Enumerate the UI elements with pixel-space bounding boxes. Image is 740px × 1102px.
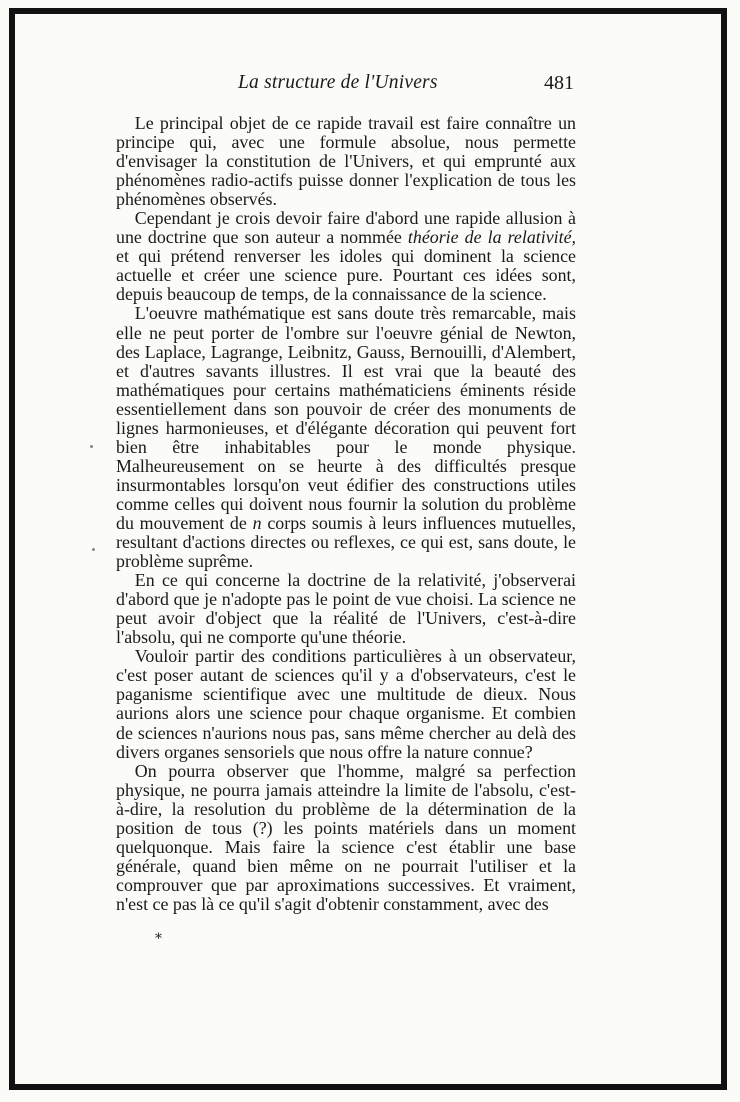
paragraph-4: En ce qui concerne la doctrine de la relativité, j'observerai d'abord que je n'adopte pas le point de vue choisi. La science ne peut avoir d'object que la réalité de l'Univers, c'est-à-dire l'absolu, qui ne comporte qu'une théorie. <box>116 570 576 648</box>
paragraph-2-emphasis: théorie de la relativité, <box>407 227 576 248</box>
running-head <box>116 72 574 98</box>
paragraph-2 <box>116 209 576 304</box>
body-text <box>116 114 576 914</box>
print-speck <box>92 548 95 551</box>
paragraph-2-text-b: et qui prétend renverser les idoles qui dominent la science actuelle et créer une science pure. Pourtant ces idées sont, depuis beaucoup de temps, de la connaissance de la science. <box>116 246 576 305</box>
paragraph-6: On pourra observer que l'homme, malgré sa perfection physique, ne pourra jamais atteindre la limite de l'absolu, c'est-à-dire, la resolution du problème de la détermination de la position de tous (?) les points matériels dans un moment quelquonque. Mais faire la science c'est établir une base générale, quand bien même on ne pourrait l'utiliser et la comprouver que par aproximations successives. Et vraiment, n'est ce pas là ce qu'il s'agit d'obtenir constamment, avec des <box>116 760 576 914</box>
running-title: La structure de l'Univers <box>238 72 438 93</box>
footer-asterisk: * <box>155 931 162 947</box>
paragraph-2-text-a: Cependant je crois devoir faire d'abord une rapide allusion à une doctrine que son auteur a nommée <box>116 208 576 248</box>
paragraph-3-text-b: corps soumis à leurs influences mutuelles, resultant d'actions directes ou reflexes, ce qui est, sans doute, le problème suprême. <box>116 512 576 572</box>
paragraph-3-text-a: L'oeuvre mathématique est sans doute très remarcable, mais elle ne peut porter de l'ombre sur l'oeuvre génial de Newton, des Laplace, Lagrange, Leibnitz, Gauss, Bernouilli, d'Alembert, et d'autres savants illustres. Il est vrai que la beauté des mathématiques pour certains mathématiciens éminents réside essentiellement dans son pouvoir de créer des monuments de lignes harmonieuses, et d'élégante décoration qui peuvent fort bien être inhabitables pour le monde physique. Malheureusement on se heurte à des difficultés presque insurmontables lorsqu'on veut édifier des constructions utiles comme celles qui doivent nous fournir la solution du problème du mouvement de <box>116 303 576 533</box>
paragraph-1: Le principal objet de ce rapide travail est faire connaître un principe qui, avec une formule absolue, nous permette d'envisager la constitution de l'Univers, et qui emprunté aux phénomènes radio-actifs puisse donner l'explication de tous les phénomènes observés. <box>116 113 576 210</box>
print-speck <box>90 445 93 448</box>
paragraph-3-emphasis: n <box>252 512 262 533</box>
paragraph-3 <box>116 304 576 571</box>
paragraph-5: Vouloir partir des conditions particulières à un observateur, c'est poser autant de sciences qu'il y a d'observateurs, c'est le paganisme scientifique avec une multitude de dieux. Nous aurions alors une science pour chaque organisme. Et combien de sciences n'aurions nous pas, sans même chercher au delà des divers organes sensoriels que nous offre la nature connue? <box>116 646 576 762</box>
page-number: 481 <box>544 72 574 94</box>
